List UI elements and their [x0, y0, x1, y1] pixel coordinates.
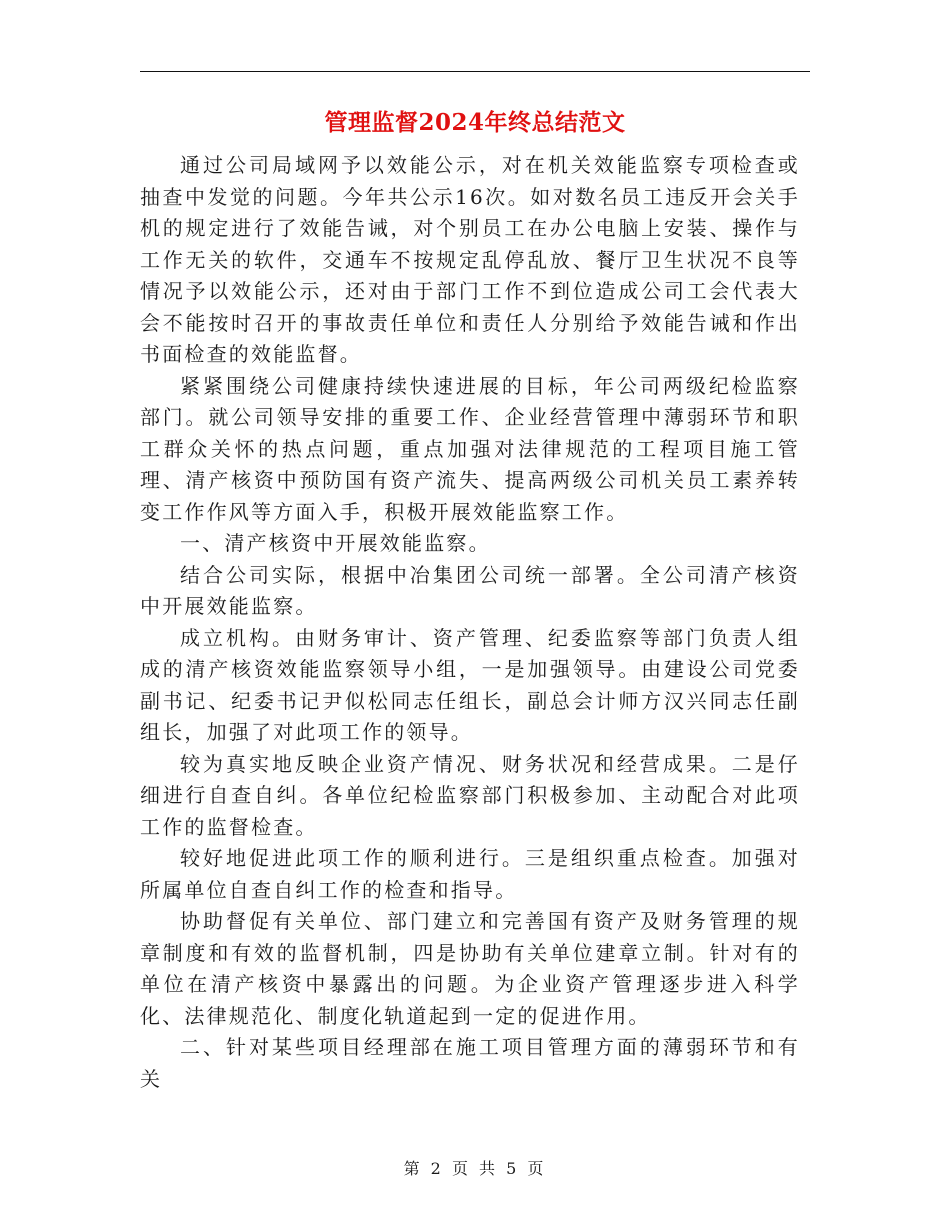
document-body — [140, 150, 800, 1095]
header-rule — [140, 71, 810, 72]
paragraph-6: 较好地促进此项工作的顺利进行。三是组织重点检查。加强对所属单位自查自纠工作的检查和指导。 — [140, 846, 800, 902]
paragraph-4: 成立机构。由财务审计、资产管理、纪委监察等部门负责人组成的清产核资效能监察领导小组，一是加强领导。由建设公司党委副书记、纪委书记尹似松同志任组长，副总会计师方汉兴同志任副组长，加强了对此项工作的领导。 — [140, 625, 800, 744]
paragraph-1: 通过公司局域网予以效能公示，对在机关效能监察专项检查或抽查中发觉的问题。今年共公示16次。如对数名员工违反开会关手机的规定进行了效能告诫，对个别员工在办公电脑上安装、操作与工作无关的软件，交通车不按规定乱停乱放、餐厅卫生状况不良等情况予以效能公示，还对由于部门工作不到位造成公司工会代表大会不能按时召开的事故责任单位和责任人分别给予效能告诫和作出书面检查的效能监督。 — [140, 153, 800, 366]
paragraph-3: 结合公司实际，根据中冶集团公司统一部署。全公司清产核资中开展效能监察。 — [140, 562, 800, 618]
paragraph-2: 紧紧围绕公司健康持续快速进展的目标，年公司两级纪检监察部门。就公司领导安排的重要工作、企业经营管理中薄弱环节和职工群众关怀的热点问题，重点加强对法律规范的工程项目施工管理、清产核资中预防国有资产流失、提高两级公司机关员工素养转变工作作风等方面入手，积极开展效能监察工作。 — [140, 373, 800, 524]
document-title: 管理监督2024年终总结范文 — [324, 109, 626, 136]
section-heading-2: 二、针对某些项目经理部在施工项目管理方面的薄弱环节和有关 — [140, 1035, 800, 1091]
paragraph-5: 较为真实地反映企业资产情况、财务状况和经营成果。二是仔细进行自查自纠。各单位纪检监察部门积极参加、主动配合对此项工作的监督检查。 — [140, 751, 800, 839]
section-heading-1: 一、清产核资中开展效能监察。 — [180, 531, 491, 555]
page-number-footer: 第 2 页 共 5 页 — [403, 1159, 547, 1178]
paragraph-7: 协助督促有关单位、部门建立和完善国有资产及财务管理的规章制度和有效的监督机制，四是协助有关单位建章立制。针对有的单位在清产核资中暴露出的问题。为企业资产管理逐步进入科学化、法律规范化、制度化轨道起到一定的促进作用。 — [140, 909, 800, 1028]
